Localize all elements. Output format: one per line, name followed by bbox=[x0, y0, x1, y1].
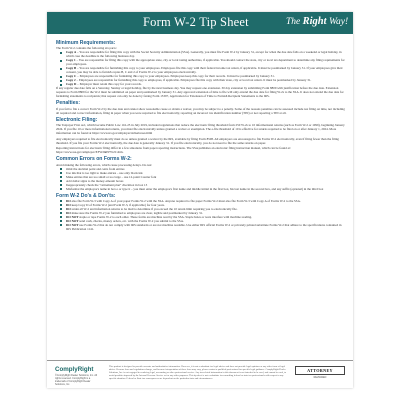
heading-dos-donts: Form W-2 Do's & Don'ts: bbox=[56, 192, 116, 199]
bullet-icon bbox=[60, 220, 62, 222]
list-item: Omit the decimal point and cents from entries bbox=[56, 167, 346, 171]
electronic-paragraph-2: Any employers required to file electronically must do so unless granted a waiver by the IRS, available by filing Form 8508. All employers are encouraged to file Forms W-2 electronically, even if filing fewer than the filing threshold. If you file your Forms W-2 electronically, the due date is generally January 31. If you file electronically, you do not need to file the same returns on paper. bbox=[56, 136, 339, 145]
bullet-icon bbox=[60, 204, 62, 206]
legal-disclaimer: This product is designed to provide accurate and authoritative information. However, it is not a substitute for legal advice and does not provide legal opinions or any other form of legal advice. Because laws and regulations change, and because interpretation of these laws may vary, please contact a qualified professional for specific legal guidance. ComplyRight Dealer Solutions, Inc. is not engaged in rendering legal, accounting or other professional service. Any tax-related information in this document is not intended to be used, and cannot be used, to avoid penalties imposed by the Internal Revenue Service or for any other purposes. This tip sheet is not a substitute for consulting federal or state tax professionals with respect to any specific situation. Federal or State tax consequences are dependent on the particular facts and circumstances. bbox=[109, 365, 287, 380]
heading-common-errors: Common Errors on Forms W-2: bbox=[56, 156, 132, 163]
copies-list bbox=[56, 50, 346, 86]
bullet-icon bbox=[60, 84, 62, 86]
list-item: DO NOT use Forms W-2 that do not comply with IRS standards or are not machine readable. Use either IRS official Forms W-2 or privately printed substitute Forms W-2 that adhere to the specifications contained in IRS Publication 1141. bbox=[56, 223, 346, 231]
title-banner bbox=[47, 12, 353, 34]
page-title: Form W-2 Tip Sheet bbox=[143, 15, 249, 29]
list-item: DO keep Copy D of Forms W-2 (and Form W-3, if applicable) for four years. bbox=[56, 203, 346, 207]
bullet-icon bbox=[60, 76, 62, 78]
tip-sheet-page bbox=[47, 12, 353, 388]
errors-intro: Avoid making the following errors, which cause processing delays. Do not: bbox=[56, 162, 153, 167]
list-item: Inappropriately check the "retirement plan" checkbox in box 13 bbox=[56, 183, 346, 187]
list-item: DO also file Form W-3 with Copy A of your paper Forms W-2 with the SSA. Anyone required to file paper Forms W-2 must also file Form W-3 with Copy A of Forms W-2 to the SSA. bbox=[56, 199, 346, 203]
content-area bbox=[56, 38, 346, 231]
dos-list bbox=[56, 199, 346, 231]
bullet-icon bbox=[60, 180, 62, 182]
complyright-logo: ComplyRight bbox=[55, 366, 94, 373]
bullet-icon bbox=[60, 188, 62, 190]
bullet-icon bbox=[60, 68, 62, 70]
due-date-paragraph: If any regular due date falls on a Saturday, Sunday or legal holiday, file by the next business day. You may request one extension. 30 day extension by submitting Form 8809 with justification before the due date. Extension requests to Form 8809 for the W-2 must be submitted on paper and postmarked by January 31. Any approved extension of time to file will only extend the due date for filing W-2s to the SSA. It does not extend the due date for furnishing statements to recipients; that request can only be done by faxing Form 15397, Application for Extension of Time to Furnish Recipient Statements to the IRS. bbox=[56, 86, 344, 99]
list-item: DO NOT staple or tape Forms W-2 to each other. These forms are machine read by the SSA. Staple holes or tears interfere with machine reading. bbox=[56, 215, 346, 219]
bullet-icon bbox=[60, 208, 62, 210]
heading-minimum-requirements: Minimum Requirements: bbox=[56, 40, 116, 46]
errors-list bbox=[56, 167, 346, 191]
bullet-icon bbox=[60, 176, 62, 178]
bullet-icon bbox=[60, 52, 62, 54]
logo-main: Right bbox=[302, 16, 327, 27]
the-right-way-logo bbox=[286, 16, 348, 27]
bullet-icon bbox=[60, 60, 62, 62]
attorney-reviewed-badge: ATTORNEY bbox=[295, 366, 345, 375]
list-item: DO NOT send cash, checks, money orders, etc. with the Forms W-2 you submit to the SSA. bbox=[56, 219, 346, 223]
minimum-intro: The Form W-2 contains the following six parts: bbox=[56, 46, 117, 51]
logo-prefix: The bbox=[286, 17, 301, 27]
list-item: Copy D – Employer must retain this copy for your records. bbox=[56, 82, 346, 86]
list-item: Add dollar signs to the money-amount boxes bbox=[56, 179, 346, 183]
bullet-icon bbox=[60, 168, 62, 170]
list-item: Copy C – Employees are responsible for furnishing this copy to your employees. Employees keep this copy for their records. It must be postmarked by January 31. bbox=[56, 74, 346, 78]
bullet-icon bbox=[60, 212, 62, 214]
heading-electronic-filing: Electronic Filing: bbox=[56, 116, 98, 123]
bullet-icon bbox=[60, 80, 62, 82]
badge-subtitle: REVIEWED bbox=[313, 376, 327, 379]
electronic-paragraph-1: The Taxpayer First Act, which became Public Law 116-25 in July 2019, included regulations that reduce the electronic filing threshold from 250 W-2s to 10 informational returns (such as Form W-2 or 1099), beginning January 2024. If you file 10 or more informational returns, you must file electronically unless granted a waiver or exemption. The e-file threshold of 10 is effective for returns required to be filed on or after January 1, 2024. More information can be found at https://www.irs.gov/employer/strikeboxes.html bbox=[56, 123, 345, 136]
bullet-icon bbox=[60, 224, 62, 226]
list-item: Use ink that is too light to make entries – use only black ink bbox=[56, 171, 346, 175]
list-item: Copy 2 – Employees are responsible for furnishing this copy to employees, if applicable. Employees file this copy with their state, city or local tax return. It must be postmarked by January 31. bbox=[56, 78, 346, 82]
logo-suffix: Way! bbox=[328, 17, 349, 27]
list-item: Copy A – You are responsible for filing this copy with the Social Security Administration (SSA). Generally, you must file Form W-2 by January 31, except for when the due date falls on a weekend or legal holiday, in which case the deadline is the following business day. bbox=[56, 50, 346, 58]
list-item: Make entries that are too small or too large – use 12-point Courier font bbox=[56, 175, 346, 179]
electronic-paragraph-3: Reporting instructions for electronic filing differ in a few situations from paper reporting instructions. The SSA publishes an electronic filing instruction manual, which can be found at: https://www.ssa.gov/employer/EFW2&EFW2C.htm. bbox=[56, 146, 291, 155]
heading-penalties: Penalties: bbox=[56, 100, 81, 107]
list-item: Copy B – You are responsible for furnishing this copy to your employees. Employees file this copy with their federal income tax return, if applicable. It must be postmarked by January 31. If your employees give their consent, you may be able to furnish copies B, C and 2 of Forms W-2 to your employees electronically. bbox=[56, 66, 346, 74]
bullet-icon bbox=[60, 200, 62, 202]
list-item: Misformat the employee's name in box e or type it – you must enter the employee's first name and middle initial in the first box, his last name in the second box, and any suffix (optional) in the third box bbox=[56, 187, 346, 191]
copyright-text: ©ComplyRight Dealer Solutions, Inc. All rights reserved. ComplyRight is a trademark of ComplyRight Dealer Solutions, Inc. bbox=[55, 374, 98, 386]
footer bbox=[47, 360, 353, 388]
bullet-icon bbox=[60, 184, 62, 186]
list-item: DO retain all W-2 and information returns to be mail to determine if you exceed the 10 return limit requiring you to electronically file. bbox=[56, 207, 346, 211]
bullet-icon bbox=[60, 216, 62, 218]
list-item: Copy 1 – You are responsible for filing this copy with the appropriate state, city or local taxing authorities, if applicable. You should contact the state, city or local tax department to determine any filing requirements for your employees. bbox=[56, 58, 346, 66]
penalties-paragraph: If you fail to file a correct Form W-2 by the due date and cannot show reasonable cause or obtain a waiver, you may be subject to a penalty. Some of the reasons penalties can be assessed include not filing on time, not including all required and correct information, filing in paper when you were required to file electronically, reporting an incorrect tax identification number (TIN) or not reporting a TIN at all. bbox=[56, 106, 345, 115]
bullet-icon bbox=[60, 172, 62, 174]
list-item: DO make sure the Forms W-2 you furnished to employees are clear, legible and postmarked by January 31. bbox=[56, 211, 346, 215]
